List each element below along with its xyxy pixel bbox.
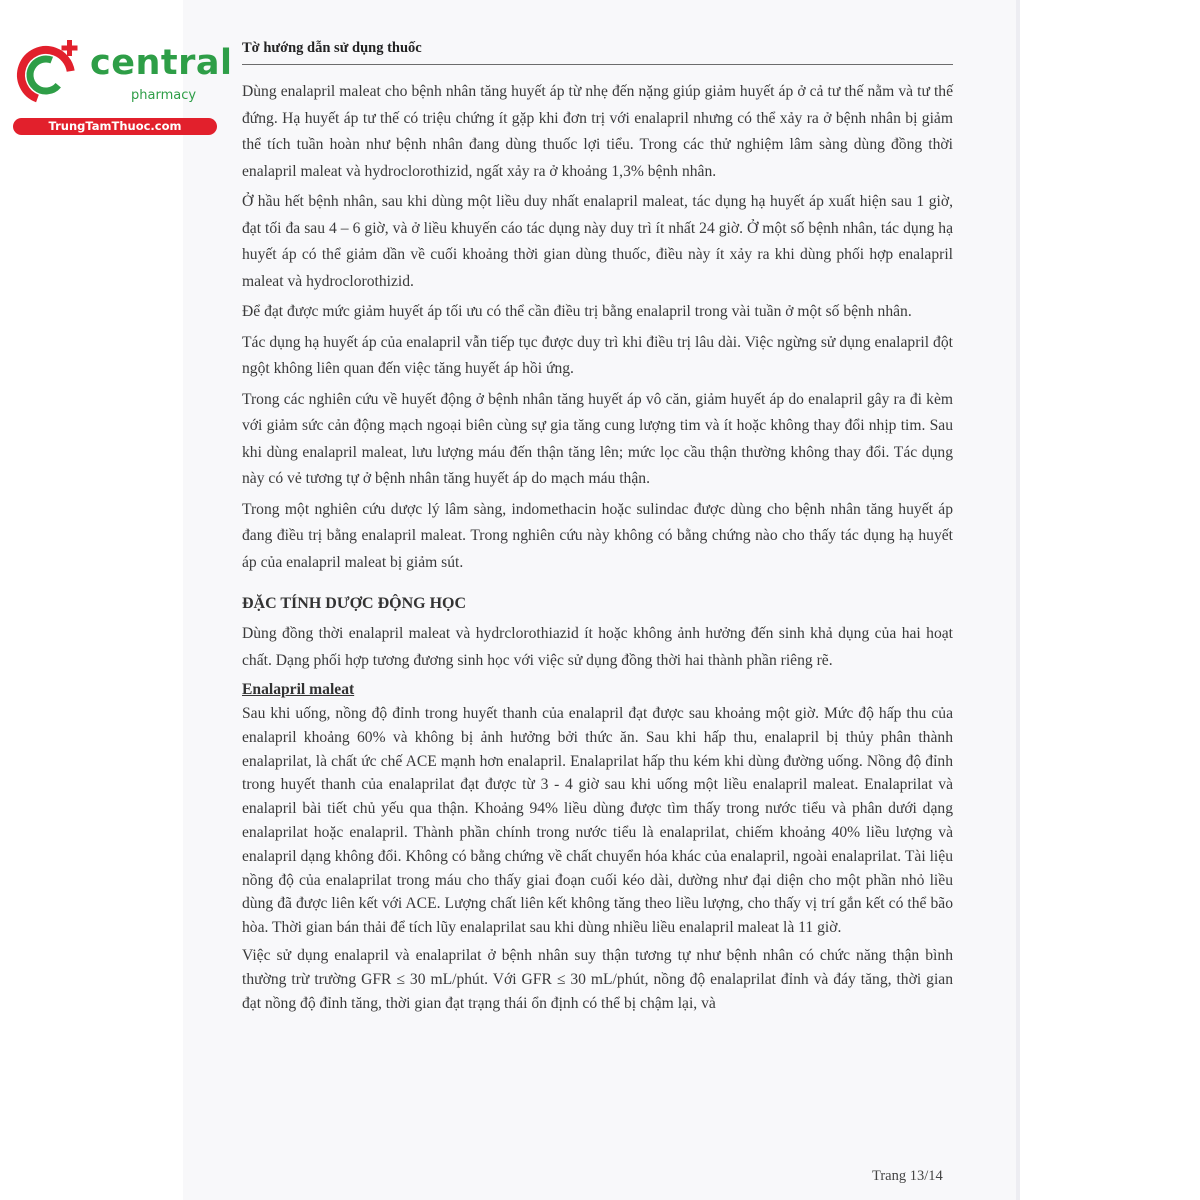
section-heading: ĐẶC TÍNH DƯỢC ĐỘNG HỌC bbox=[242, 595, 467, 612]
paragraph: Dùng đồng thời enalapril maleat và hydrclorothiazid ít hoặc không ảnh hưởng đến sinh khả dụng của hai hoạt chất. Dạng phối hợp tương đương sinh học với việc sử dụng đồng thời hai thành phần riêng rẽ. bbox=[242, 625, 953, 669]
paragraph: Ở hầu hết bệnh nhân, sau khi dùng một liều duy nhất enalapril maleat, tác dụng hạ huyết áp xuất hiện sau 1 giờ, đạt tối đa sau 4 – 6 giờ, và ở liều khuyến cáo tác dụng này duy trì ít nhất 24 giờ. Ở một số bệnh nhân, tác dụng hạ huyết áp có thể giảm dần về cuối khoảng thời gian dùng thuốc, điều này ít xảy ra khi dùng phối hợp enalapril maleat và hydroclorothizid. bbox=[242, 193, 953, 290]
paragraph: Trong một nghiên cứu dược lý lâm sàng, indomethacin hoặc sulindac được dùng cho bệnh nhân tăng huyết áp đang điều trị bằng enalapril maleat. Trong nghiên cứu này không có bằng chứng nào cho thấy tác dụng hạ huyết áp của enalapril maleat bị giảm sút. bbox=[242, 500, 953, 571]
document-body bbox=[242, 79, 953, 1019]
paragraph: Trong các nghiên cứu về huyết động ở bệnh nhân tăng huyết áp vô căn, giảm huyết áp do enalapril gây ra đi kèm với giảm sức cản động mạch ngoại biên cùng sự gia tăng cung lượng tim và ít hoặc không thay đổi nhịp tim. Sau khi dùng enalapril maleat, lưu lượng máu đến thận tăng lên; mức lọc cầu thận thường không thay đổi. Tác dụng này có vẻ tương tự ở bệnh nhân tăng huyết áp do mạch máu thận. bbox=[242, 390, 953, 487]
paragraph: Sau khi uống, nồng độ đỉnh trong huyết thanh của enalapril đạt được sau khoảng một giờ. Mức độ hấp thu của enalapril khoảng 60% và không bị ảnh hưởng bởi thức ăn. Sau khi hấp thu, enalapril bị thủy phân thành enalaprilat, là chất ức chế ACE mạnh hơn enalapril. Enalaprilat hấp thu kém khi dùng đường uống. Nồng độ đỉnh trong huyết thanh của enalaprilat đạt được từ 3 - 4 giờ sau khi uống một liều enalapril maleat. Enalaprilat và enalapril bài tiết chủ yếu qua thận. Khoảng 94% liều dùng được tìm thấy trong nước tiểu và phân dưới dạng enalaprilat hoặc enalapril. Thành phần chính trong nước tiểu là enalaprilat, chiếm khoảng 40% liều lượng và enalapril dạng không đổi. Không có bằng chứng về chất chuyển hóa khác của enalapril, ngoài enalaprilat. Tài liệu nồng độ của enalaprilat trong máu cho thấy giai đoạn cuối kéo dài, dường như đại diện cho một phần nhỏ liều dùng đã được liên kết với ACE. Lượng chất liên kết không tăng theo liều lượng, cho thấy vị trí gắn kết có thể bão hòa. Thời gian bán thải để tích lũy enalaprilat sau khi dùng nhiều liều enalapril maleat là 11 giờ. bbox=[242, 705, 953, 937]
logo-wordmark: central bbox=[90, 43, 233, 83]
paragraph: Để đạt được mức giảm huyết áp tối ưu có thể cần điều trị bằng enalapril trong vài tuần ở một số bệnh nhân. bbox=[242, 303, 912, 320]
paragraph: Tác dụng hạ huyết áp của enalapril vẫn tiếp tục được duy trì khi điều trị lâu dài. Việc ngừng sử dụng enalapril đột ngột không liên quan đến việc tăng huyết áp hồi ứng. bbox=[242, 333, 953, 377]
subsection-heading: Enalapril maleat bbox=[242, 681, 355, 698]
logo-tagline: pharmacy bbox=[131, 88, 197, 103]
sheet-edge bbox=[1016, 0, 1020, 1200]
paragraph: Việc sử dụng enalapril và enalaprilat ở bệnh nhân suy thận tương tự như bệnh nhân có chức năng thận bình thường trừ trường GFR ≤ 30 mL/phút. Với GFR ≤ 30 mL/phút, nồng độ enalaprilat đỉnh và đáy tăng, thời gian đạt nồng độ đỉnh tăng, thời gian đạt trạng thái ổn định có thể bị chậm lại, và bbox=[242, 946, 953, 1012]
pharmacy-cross-icon bbox=[12, 38, 86, 112]
page-number: Trang 13/14 bbox=[872, 1168, 943, 1184]
document-header-title: Tờ hướng dẫn sử dụng thuốc bbox=[242, 40, 422, 56]
header-divider bbox=[242, 64, 953, 65]
central-pharmacy-logo bbox=[8, 36, 233, 136]
logo-domain-badge: TrungTamThuoc.com bbox=[13, 118, 217, 135]
paragraph: Dùng enalapril maleat cho bệnh nhân tăng huyết áp từ nhẹ đến nặng giúp giảm huyết áp ở cả tư thế nằm và tư thế đứng. Hạ huyết áp tư thế có triệu chứng ít gặp khi đơn trị với enalapril nhưng có thể xảy ra ở bệnh nhân bị giảm thể tích tuần hoàn như bệnh nhân đang dùng thuốc lợi tiểu. Trong các thử nghiệm lâm sàng dùng đồng thời enalapril maleat và hydroclorothizid, ngất xảy ra ở khoảng 1,3% bệnh nhân. bbox=[242, 83, 953, 180]
